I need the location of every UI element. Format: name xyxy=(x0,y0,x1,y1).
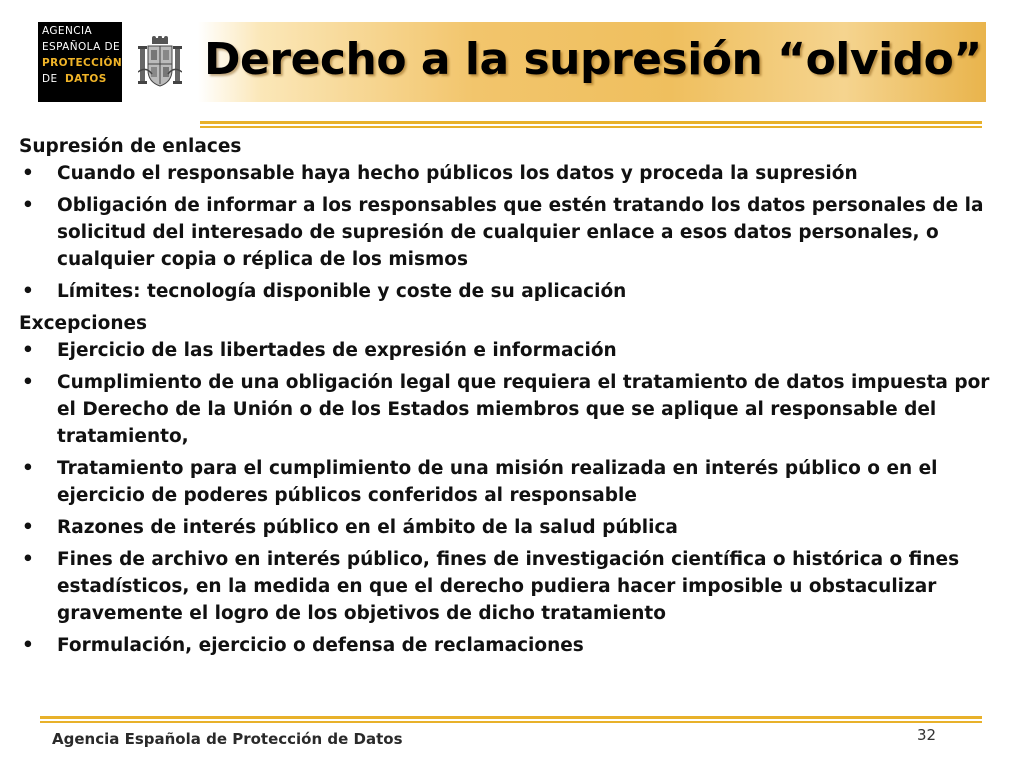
logo-line-4: DE xyxy=(42,73,58,85)
bullet: • xyxy=(22,635,34,656)
list-item xyxy=(19,278,1004,305)
list-item-text: Cumplimiento de una obligación legal que requiera el tratamiento de datos impuesta por el Derecho de la Unión o de los Estados miembros que se aplique al responsable del tratamiento, xyxy=(57,372,990,447)
logo-line-1: AGENCIA xyxy=(42,25,93,37)
footer-divider xyxy=(40,716,982,719)
bullet: • xyxy=(22,517,34,538)
bullet: • xyxy=(22,458,34,479)
logo-line-2: ESPAÑOLA DE xyxy=(42,41,120,53)
slide-title: Derecho a la supresión “olvido” xyxy=(204,34,982,85)
slide-body xyxy=(19,133,1004,659)
coat-of-arms-icon xyxy=(138,36,182,88)
list-item xyxy=(19,369,1004,450)
list-item xyxy=(19,632,1004,659)
bullet: • xyxy=(22,281,34,302)
section-heading-supresion-enlaces: Supresión de enlaces xyxy=(19,136,242,157)
list-item xyxy=(19,160,1004,187)
list-item-text: Límites: tecnología disponible y coste de su aplicación xyxy=(57,281,627,302)
footer-organization: Agencia Española de Protección de Datos xyxy=(52,730,403,748)
list-item-text: Razones de interés público en el ámbito de la salud pública xyxy=(57,517,678,538)
list-item-text: Tratamiento para el cumplimiento de una misión realizada en interés público o en el ejercicio de poderes públicos conferidos al responsable xyxy=(57,458,938,506)
header-divider-secondary xyxy=(200,126,982,128)
header-divider xyxy=(200,121,982,124)
list-item-text: Cuando el responsable haya hecho públicos los datos y proceda la supresión xyxy=(57,163,858,184)
list-item xyxy=(19,455,1004,509)
list-item xyxy=(19,337,1004,364)
list-item-text: Fines de archivo en interés público, fines de investigación científica o histórica o fines estadísticos, en la medida en que el derecho pudiera hacer imposible u obstaculizar gravemente el logro de los objetivos de dicho tratamiento xyxy=(57,549,960,624)
list-item xyxy=(19,514,1004,541)
page-number: 32 xyxy=(917,726,937,744)
bullet: • xyxy=(22,372,34,393)
agency-logo xyxy=(38,22,122,102)
list-item-text: Ejercicio de las libertades de expresión e información xyxy=(57,340,617,361)
logo-line-5: DATOS xyxy=(65,73,107,85)
bullet: • xyxy=(22,195,34,216)
list-item xyxy=(19,192,1004,273)
list-item-text: Obligación de informar a los responsables que estén tratando los datos personales de la solicitud del interesado de supresión de cualquier enlace a esos datos personales, o cualquier copia o réplica de los mismos xyxy=(57,195,984,270)
list-item-text: Formulación, ejercicio o defensa de reclamaciones xyxy=(57,635,584,656)
logo-line-3: PROTECCIÓN xyxy=(42,57,123,69)
list-item xyxy=(19,546,1004,627)
bullet: • xyxy=(22,163,34,184)
bullet: • xyxy=(22,549,34,570)
bullet: • xyxy=(22,340,34,361)
section-heading-excepciones: Excepciones xyxy=(19,313,148,334)
footer-divider-secondary xyxy=(40,721,982,723)
